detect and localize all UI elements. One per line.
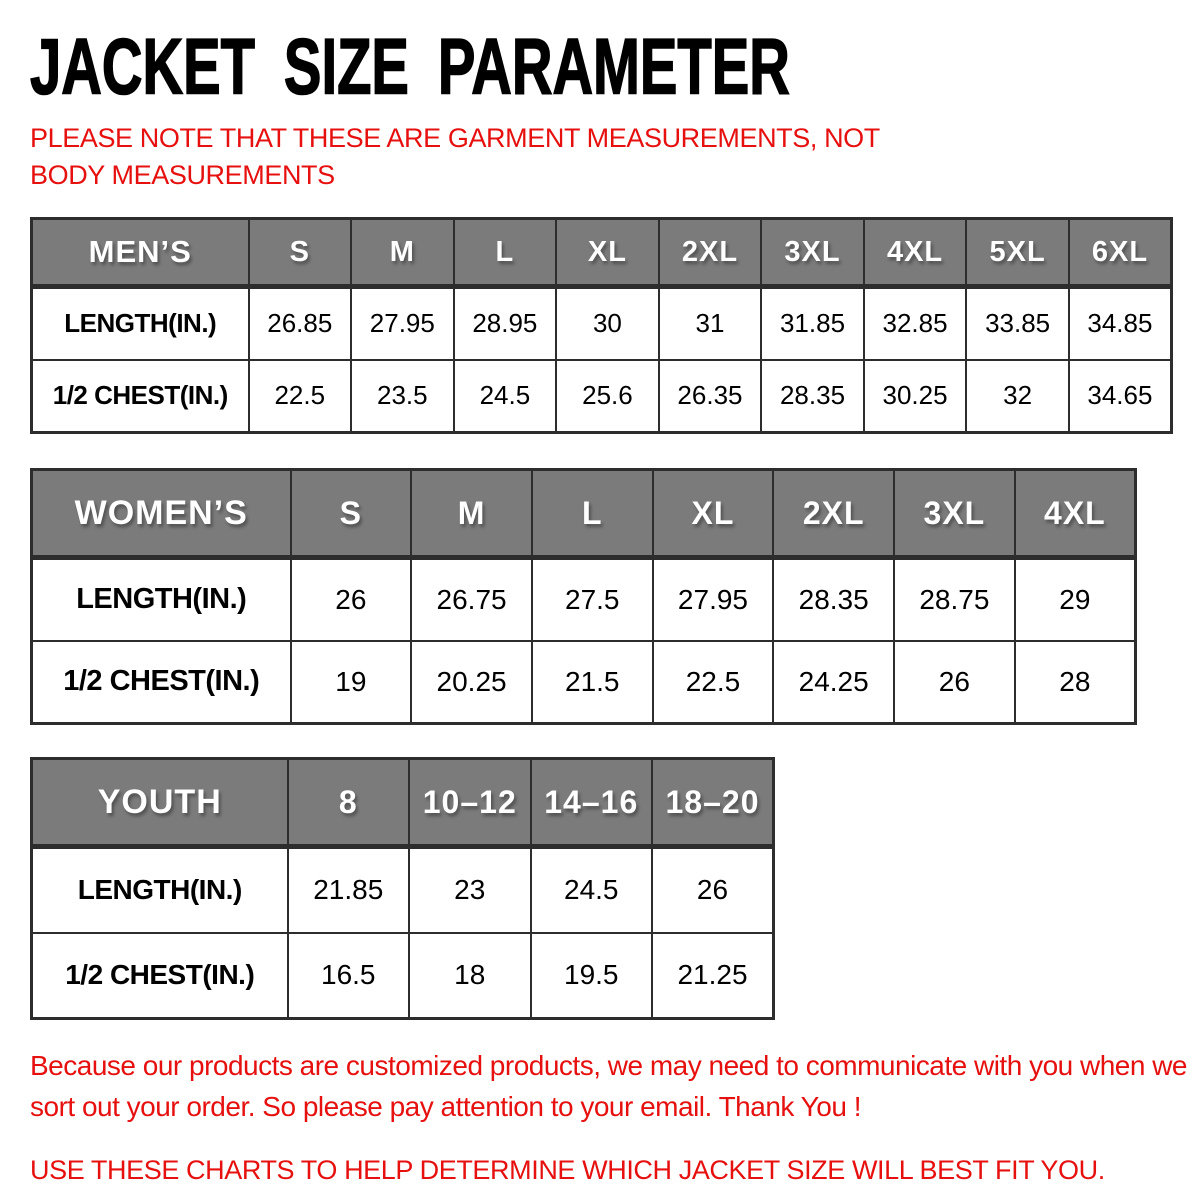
youth-group-header: YOUTH (32, 759, 288, 847)
mens-measurement-value: 31 (659, 287, 762, 360)
mens-size-column-header: 4XL (864, 219, 967, 287)
womens-size-column-header: 4XL (1015, 470, 1136, 558)
youth-measurement-value: 18 (409, 933, 531, 1019)
youth-measurement-value: 26 (652, 847, 774, 933)
womens-measurement-value: 27.5 (532, 558, 653, 641)
youth-measurement-value: 16.5 (288, 933, 410, 1019)
womens-measurement-value: 28.35 (773, 558, 894, 641)
mens-measurement-value: 22.5 (249, 360, 352, 433)
womens-measurement-value: 27.95 (653, 558, 774, 641)
mens-measurement-value: 30 (556, 287, 659, 360)
mens-size-column-header: 6XL (1069, 219, 1172, 287)
youth-size-table (30, 757, 775, 1020)
mens-size-table (30, 217, 1173, 434)
youth-measurement-value: 21.85 (288, 847, 410, 933)
youth-measurement-value: 19.5 (531, 933, 653, 1019)
mens-measurement-row-label: LENGTH(IN.) (32, 287, 249, 360)
mens-measurement-value: 34.65 (1069, 360, 1172, 433)
womens-group-header: WOMEN’S (32, 470, 291, 558)
youth-measurement-value: 24.5 (531, 847, 653, 933)
mens-measurement-value: 30.25 (864, 360, 967, 433)
mens-measurement-value: 24.5 (454, 360, 557, 433)
youth-size-column-header: 14–16 (531, 759, 653, 847)
mens-measurement-value: 31.85 (761, 287, 864, 360)
mens-measurement-value: 25.6 (556, 360, 659, 433)
womens-measurement-row-label: LENGTH(IN.) (32, 558, 291, 641)
mens-measurement-value: 34.85 (1069, 287, 1172, 360)
mens-measurement-value: 26.35 (659, 360, 762, 433)
youth-size-column-header: 10–12 (409, 759, 531, 847)
womens-measurement-value: 22.5 (653, 641, 774, 724)
youth-measurement-row-label: 1/2 CHEST(IN.) (32, 933, 288, 1019)
mens-measurement-value: 28.95 (454, 287, 557, 360)
womens-measurement-value: 28.75 (894, 558, 1015, 641)
womens-size-table (30, 468, 1137, 725)
womens-measurement-value: 19 (291, 641, 412, 724)
womens-measurement-value: 24.25 (773, 641, 894, 724)
womens-measurement-value: 26 (894, 641, 1015, 724)
mens-measurement-value: 33.85 (966, 287, 1069, 360)
womens-measurement-value: 20.25 (411, 641, 532, 724)
mens-measurement-value: 28.35 (761, 360, 864, 433)
womens-size-column-header: XL (653, 470, 774, 558)
youth-measurement-row-label: LENGTH(IN.) (32, 847, 288, 933)
mens-size-column-header: M (351, 219, 454, 287)
womens-size-column-header: S (291, 470, 412, 558)
womens-measurement-value: 26.75 (411, 558, 532, 641)
garment-measurement-note: PLEASE NOTE THAT THESE ARE GARMENT MEASUREMENTS, NOT BODY MEASUREMENTS (30, 123, 880, 190)
mens-size-column-header: S (249, 219, 352, 287)
mens-measurement-value: 32.85 (864, 287, 967, 360)
womens-measurement-row-label: 1/2 CHEST(IN.) (32, 641, 291, 724)
womens-size-column-header: 2XL (773, 470, 894, 558)
customization-notice: Because our products are customized products, we may need to communicate with you when we sort out your order. So please pay attention to your email. Thank You ! (30, 1050, 1187, 1122)
womens-size-column-header: 3XL (894, 470, 1015, 558)
womens-measurement-value: 28 (1015, 641, 1136, 724)
youth-size-column-header: 18–20 (652, 759, 774, 847)
youth-measurement-value: 23 (409, 847, 531, 933)
chart-usage-note: USE THESE CHARTS TO HELP DETERMINE WHICH JACKET SIZE WILL BEST FIT YOU. (30, 1155, 1105, 1186)
womens-size-column-header: M (411, 470, 532, 558)
mens-measurement-value: 32 (966, 360, 1069, 433)
mens-size-column-header: 3XL (761, 219, 864, 287)
mens-size-column-header: 2XL (659, 219, 762, 287)
mens-size-column-header: XL (556, 219, 659, 287)
mens-measurement-row-label: 1/2 CHEST(IN.) (32, 360, 249, 433)
youth-size-column-header: 8 (288, 759, 410, 847)
mens-size-column-header: L (454, 219, 557, 287)
mens-size-column-header: 5XL (966, 219, 1069, 287)
mens-group-header: MEN’S (32, 219, 249, 287)
womens-measurement-value: 21.5 (532, 641, 653, 724)
womens-measurement-value: 29 (1015, 558, 1136, 641)
womens-size-column-header: L (532, 470, 653, 558)
womens-measurement-value: 26 (291, 558, 412, 641)
mens-measurement-value: 27.95 (351, 287, 454, 360)
mens-measurement-value: 23.5 (351, 360, 454, 433)
page-title: JACKET SIZE PARAMETER (30, 22, 790, 112)
mens-measurement-value: 26.85 (249, 287, 352, 360)
youth-measurement-value: 21.25 (652, 933, 774, 1019)
